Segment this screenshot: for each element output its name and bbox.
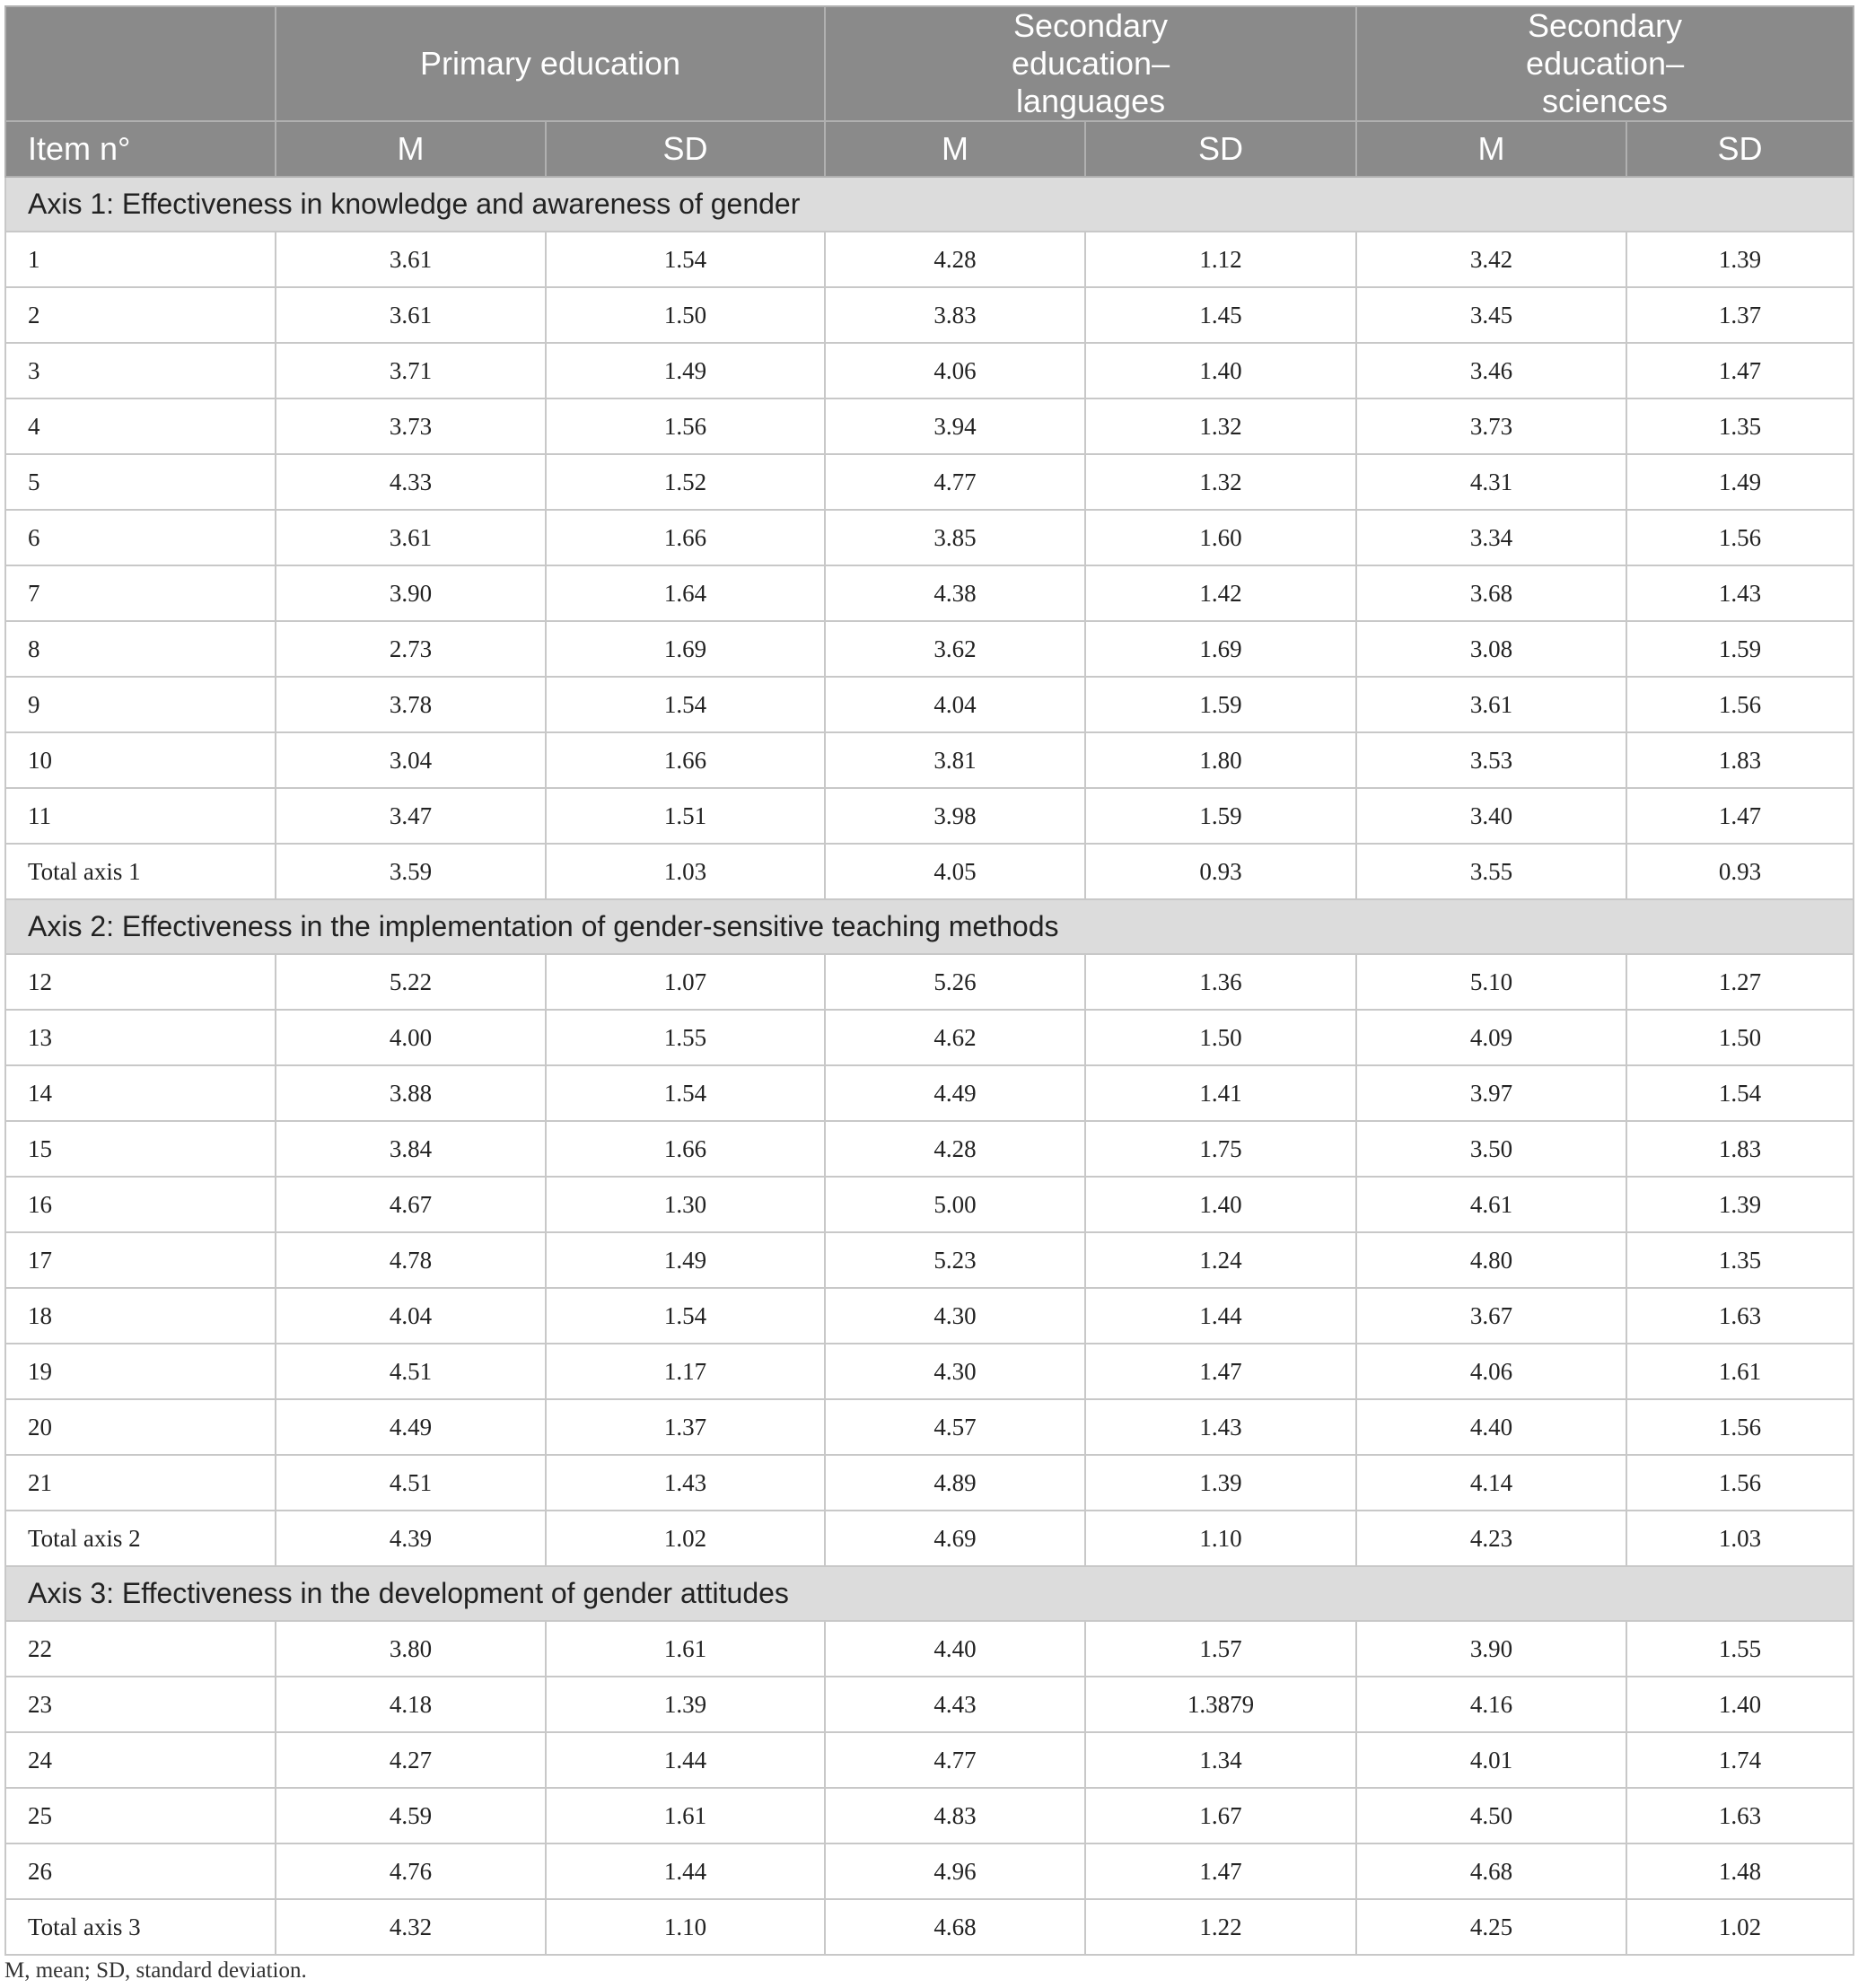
value-cell: 1.61: [546, 1621, 825, 1677]
value-cell: 4.30: [825, 1344, 1085, 1399]
value-cell: 1.54: [546, 677, 825, 732]
value-cell: 1.07: [546, 954, 825, 1010]
value-cell: 4.14: [1356, 1455, 1626, 1511]
value-cell: 1.39: [546, 1677, 825, 1732]
value-cell: 3.55: [1356, 844, 1626, 899]
value-cell: 3.88: [276, 1065, 546, 1121]
value-cell: 3.46: [1356, 343, 1626, 398]
value-cell: 4.00: [276, 1010, 546, 1065]
value-cell: 1.75: [1085, 1121, 1356, 1177]
table-container: [4, 5, 1853, 1956]
item-cell: 26: [5, 1843, 276, 1899]
sub-header-m: M: [276, 121, 546, 177]
value-cell: 3.94: [825, 398, 1085, 454]
value-cell: 1.74: [1626, 1732, 1854, 1788]
value-cell: 4.61: [1356, 1177, 1626, 1232]
sub-header-m: M: [1356, 121, 1626, 177]
table-row: [5, 844, 1854, 899]
value-cell: 3.71: [276, 343, 546, 398]
value-cell: 1.30: [546, 1177, 825, 1232]
item-cell: 10: [5, 732, 276, 788]
value-cell: 1.12: [1085, 232, 1356, 287]
value-cell: 1.47: [1626, 788, 1854, 844]
value-cell: 1.52: [546, 454, 825, 510]
value-cell: 4.30: [825, 1288, 1085, 1344]
value-cell: 4.96: [825, 1843, 1085, 1899]
value-cell: 1.63: [1626, 1288, 1854, 1344]
table-row: [5, 1010, 1854, 1065]
value-cell: 1.47: [1085, 1843, 1356, 1899]
value-cell: 5.22: [276, 954, 546, 1010]
item-cell: 16: [5, 1177, 276, 1232]
item-cell: 2: [5, 287, 276, 343]
table-row: [5, 1843, 1854, 1899]
value-cell: 1.35: [1626, 398, 1854, 454]
value-cell: 4.40: [1356, 1399, 1626, 1455]
value-cell: 4.05: [825, 844, 1085, 899]
table-row: [5, 954, 1854, 1010]
value-cell: 4.06: [1356, 1344, 1626, 1399]
value-cell: 1.02: [546, 1511, 825, 1566]
item-cell: 15: [5, 1121, 276, 1177]
value-cell: 4.59: [276, 1788, 546, 1843]
value-cell: 1.45: [1085, 287, 1356, 343]
value-cell: 5.23: [825, 1232, 1085, 1288]
value-cell: 4.33: [276, 454, 546, 510]
sub-header-m: M: [825, 121, 1085, 177]
value-cell: 1.24: [1085, 1232, 1356, 1288]
value-cell: 3.90: [1356, 1621, 1626, 1677]
value-cell: 5.26: [825, 954, 1085, 1010]
value-cell: 4.69: [825, 1511, 1085, 1566]
value-cell: 4.62: [825, 1010, 1085, 1065]
table-row: [5, 1232, 1854, 1288]
value-cell: 4.01: [1356, 1732, 1626, 1788]
value-cell: 1.43: [1626, 565, 1854, 621]
value-cell: 1.32: [1085, 398, 1356, 454]
value-cell: 4.27: [276, 1732, 546, 1788]
value-cell: 1.22: [1085, 1899, 1356, 1955]
value-cell: 1.40: [1085, 343, 1356, 398]
item-cell: 20: [5, 1399, 276, 1455]
value-cell: 4.25: [1356, 1899, 1626, 1955]
value-cell: 4.68: [1356, 1843, 1626, 1899]
value-cell: 1.39: [1626, 1177, 1854, 1232]
value-cell: 1.48: [1626, 1843, 1854, 1899]
table-row: [5, 1399, 1854, 1455]
item-cell: 9: [5, 677, 276, 732]
value-cell: 1.59: [1626, 621, 1854, 677]
value-cell: 4.04: [276, 1288, 546, 1344]
value-cell: 1.63: [1626, 1788, 1854, 1843]
item-cell: 11: [5, 788, 276, 844]
value-cell: 3.98: [825, 788, 1085, 844]
table-row: [5, 1788, 1854, 1843]
value-cell: 4.23: [1356, 1511, 1626, 1566]
value-cell: 4.38: [825, 565, 1085, 621]
value-cell: 3.53: [1356, 732, 1626, 788]
value-cell: 1.66: [546, 1121, 825, 1177]
value-cell: 1.50: [1626, 1010, 1854, 1065]
value-cell: 4.32: [276, 1899, 546, 1955]
value-cell: 1.61: [1626, 1344, 1854, 1399]
value-cell: 1.80: [1085, 732, 1356, 788]
value-cell: 1.60: [1085, 510, 1356, 565]
value-cell: 4.77: [825, 1732, 1085, 1788]
value-cell: 1.69: [546, 621, 825, 677]
value-cell: 1.54: [1626, 1065, 1854, 1121]
value-cell: 3.47: [276, 788, 546, 844]
value-cell: 4.51: [276, 1344, 546, 1399]
item-cell: 19: [5, 1344, 276, 1399]
value-cell: 1.44: [1085, 1288, 1356, 1344]
table-row: [5, 510, 1854, 565]
value-cell: 1.40: [1626, 1677, 1854, 1732]
table-row: [5, 565, 1854, 621]
value-cell: 1.32: [1085, 454, 1356, 510]
value-cell: 3.78: [276, 677, 546, 732]
item-cell: 18: [5, 1288, 276, 1344]
value-cell: 4.68: [825, 1899, 1085, 1955]
table-row: [5, 1177, 1854, 1232]
group-header-secondary-languages-text: Secondary education–languages: [1011, 7, 1170, 119]
value-cell: 5.00: [825, 1177, 1085, 1232]
value-cell: 1.54: [546, 1065, 825, 1121]
value-cell: 1.54: [546, 1288, 825, 1344]
value-cell: 1.66: [546, 510, 825, 565]
item-cell: 24: [5, 1732, 276, 1788]
value-cell: 1.36: [1085, 954, 1356, 1010]
value-cell: 1.39: [1085, 1455, 1356, 1511]
value-cell: 1.56: [1626, 1455, 1854, 1511]
value-cell: 1.83: [1626, 1121, 1854, 1177]
value-cell: 2.73: [276, 621, 546, 677]
table-row: [5, 454, 1854, 510]
table-row: [5, 287, 1854, 343]
section-title: Axis 3: Effectiveness in the development of gender attitudes: [5, 1566, 1854, 1621]
value-cell: 4.09: [1356, 1010, 1626, 1065]
sub-header-sd: SD: [1626, 121, 1854, 177]
table-row: [5, 1511, 1854, 1566]
value-cell: 3.84: [276, 1121, 546, 1177]
table-row: [5, 621, 1854, 677]
section-row: [5, 177, 1854, 232]
value-cell: 3.73: [1356, 398, 1626, 454]
table-row: [5, 1621, 1854, 1677]
value-cell: 1.39: [1626, 232, 1854, 287]
value-cell: 1.03: [546, 844, 825, 899]
section-row: [5, 1566, 1854, 1621]
table-footnote: M, mean; SD, standard deviation.: [4, 1958, 307, 1983]
value-cell: 1.43: [546, 1455, 825, 1511]
value-cell: 3.97: [1356, 1065, 1626, 1121]
value-cell: 3.61: [276, 510, 546, 565]
value-cell: 3.04: [276, 732, 546, 788]
sub-header-sd: SD: [1085, 121, 1356, 177]
value-cell: 4.43: [825, 1677, 1085, 1732]
table-row: [5, 343, 1854, 398]
value-cell: 4.67: [276, 1177, 546, 1232]
value-cell: 4.77: [825, 454, 1085, 510]
value-cell: 4.49: [825, 1065, 1085, 1121]
value-cell: 1.67: [1085, 1788, 1356, 1843]
value-cell: 1.64: [546, 565, 825, 621]
value-cell: 1.03: [1626, 1511, 1854, 1566]
table-row: [5, 1899, 1854, 1955]
group-header-secondary-languages: [825, 6, 1356, 121]
table-row: [5, 1065, 1854, 1121]
table-row: [5, 1455, 1854, 1511]
value-cell: 1.56: [546, 398, 825, 454]
value-cell: 1.56: [1626, 1399, 1854, 1455]
value-cell: 1.41: [1085, 1065, 1356, 1121]
value-cell: 1.44: [546, 1843, 825, 1899]
value-cell: 1.35: [1626, 1232, 1854, 1288]
value-cell: 4.04: [825, 677, 1085, 732]
sub-header-row: [5, 121, 1854, 177]
table-row: [5, 398, 1854, 454]
value-cell: 3.73: [276, 398, 546, 454]
value-cell: 1.56: [1626, 677, 1854, 732]
value-cell: 1.37: [1626, 287, 1854, 343]
table-header: [5, 6, 1854, 177]
value-cell: 1.69: [1085, 621, 1356, 677]
table-row: [5, 732, 1854, 788]
value-cell: 1.57: [1085, 1621, 1356, 1677]
value-cell: 1.59: [1085, 677, 1356, 732]
item-cell: 17: [5, 1232, 276, 1288]
table-body: [5, 177, 1854, 1955]
value-cell: 1.49: [546, 1232, 825, 1288]
item-cell: 1: [5, 232, 276, 287]
value-cell: 3.45: [1356, 287, 1626, 343]
value-cell: 1.42: [1085, 565, 1356, 621]
group-header-row: [5, 6, 1854, 121]
group-header-primary: Primary education: [276, 6, 825, 121]
value-cell: 3.85: [825, 510, 1085, 565]
value-cell: 4.31: [1356, 454, 1626, 510]
value-cell: 1.83: [1626, 732, 1854, 788]
value-cell: 4.18: [276, 1677, 546, 1732]
value-cell: 3.90: [276, 565, 546, 621]
value-cell: 3.59: [276, 844, 546, 899]
value-cell: 1.02: [1626, 1899, 1854, 1955]
value-cell: 3.62: [825, 621, 1085, 677]
table-row: [5, 1677, 1854, 1732]
value-cell: 3.61: [1356, 677, 1626, 732]
value-cell: 4.76: [276, 1843, 546, 1899]
value-cell: 4.80: [1356, 1232, 1626, 1288]
item-number-header: Item n°: [5, 121, 276, 177]
item-cell: Total axis 2: [5, 1511, 276, 1566]
value-cell: 4.50: [1356, 1788, 1626, 1843]
value-cell: 1.40: [1085, 1177, 1356, 1232]
table-row: [5, 1344, 1854, 1399]
section-title: Axis 2: Effectiveness in the implementation of gender-sensitive teaching methods: [5, 899, 1854, 954]
value-cell: 3.83: [825, 287, 1085, 343]
value-cell: 1.37: [546, 1399, 825, 1455]
table-row: [5, 788, 1854, 844]
value-cell: 1.49: [546, 343, 825, 398]
value-cell: 4.51: [276, 1455, 546, 1511]
item-cell: 7: [5, 565, 276, 621]
value-cell: 3.81: [825, 732, 1085, 788]
item-cell: 14: [5, 1065, 276, 1121]
value-cell: 3.61: [276, 287, 546, 343]
value-cell: 1.55: [1626, 1621, 1854, 1677]
value-cell: 1.10: [546, 1899, 825, 1955]
table-row: [5, 677, 1854, 732]
value-cell: 4.89: [825, 1455, 1085, 1511]
value-cell: 1.50: [1085, 1010, 1356, 1065]
value-cell: 0.93: [1085, 844, 1356, 899]
value-cell: 4.06: [825, 343, 1085, 398]
value-cell: 1.50: [546, 287, 825, 343]
value-cell: 1.51: [546, 788, 825, 844]
value-cell: 3.42: [1356, 232, 1626, 287]
value-cell: 1.34: [1085, 1732, 1356, 1788]
section-title: Axis 1: Effectiveness in knowledge and awareness of gender: [5, 177, 1854, 232]
value-cell: 1.3879: [1085, 1677, 1356, 1732]
value-cell: 5.10: [1356, 954, 1626, 1010]
item-cell: 25: [5, 1788, 276, 1843]
value-cell: 3.40: [1356, 788, 1626, 844]
value-cell: 1.61: [546, 1788, 825, 1843]
value-cell: 1.17: [546, 1344, 825, 1399]
table-row: [5, 1121, 1854, 1177]
value-cell: 3.61: [276, 232, 546, 287]
value-cell: 4.16: [1356, 1677, 1626, 1732]
value-cell: 1.43: [1085, 1399, 1356, 1455]
value-cell: 4.28: [825, 232, 1085, 287]
value-cell: 1.10: [1085, 1511, 1356, 1566]
value-cell: 1.47: [1085, 1344, 1356, 1399]
value-cell: 4.57: [825, 1399, 1085, 1455]
value-cell: 3.08: [1356, 621, 1626, 677]
item-cell: 8: [5, 621, 276, 677]
section-row: [5, 899, 1854, 954]
value-cell: 4.78: [276, 1232, 546, 1288]
value-cell: 0.93: [1626, 844, 1854, 899]
item-cell: 23: [5, 1677, 276, 1732]
value-cell: 1.49: [1626, 454, 1854, 510]
item-cell: Total axis 3: [5, 1899, 276, 1955]
item-cell: 22: [5, 1621, 276, 1677]
value-cell: 3.67: [1356, 1288, 1626, 1344]
group-header-secondary-sciences-text: Secondary education–sciences: [1525, 7, 1685, 119]
value-cell: 1.59: [1085, 788, 1356, 844]
value-cell: 3.50: [1356, 1121, 1626, 1177]
value-cell: 1.44: [546, 1732, 825, 1788]
item-cell: 12: [5, 954, 276, 1010]
item-cell: 3: [5, 343, 276, 398]
item-cell: Total axis 1: [5, 844, 276, 899]
value-cell: 1.55: [546, 1010, 825, 1065]
value-cell: 1.56: [1626, 510, 1854, 565]
table-row: [5, 232, 1854, 287]
item-cell: 5: [5, 454, 276, 510]
value-cell: 4.49: [276, 1399, 546, 1455]
item-cell: 6: [5, 510, 276, 565]
value-cell: 1.66: [546, 732, 825, 788]
empty-corner-cell: [5, 6, 276, 121]
value-cell: 1.47: [1626, 343, 1854, 398]
group-header-secondary-sciences: [1356, 6, 1854, 121]
value-cell: 4.83: [825, 1788, 1085, 1843]
results-table: [4, 5, 1854, 1956]
value-cell: 1.27: [1626, 954, 1854, 1010]
value-cell: 3.34: [1356, 510, 1626, 565]
value-cell: 3.68: [1356, 565, 1626, 621]
table-row: [5, 1732, 1854, 1788]
value-cell: 4.28: [825, 1121, 1085, 1177]
item-cell: 4: [5, 398, 276, 454]
value-cell: 4.40: [825, 1621, 1085, 1677]
value-cell: 4.39: [276, 1511, 546, 1566]
sub-header-sd: SD: [546, 121, 825, 177]
item-cell: 21: [5, 1455, 276, 1511]
table-row: [5, 1288, 1854, 1344]
value-cell: 1.54: [546, 232, 825, 287]
item-cell: 13: [5, 1010, 276, 1065]
value-cell: 3.80: [276, 1621, 546, 1677]
